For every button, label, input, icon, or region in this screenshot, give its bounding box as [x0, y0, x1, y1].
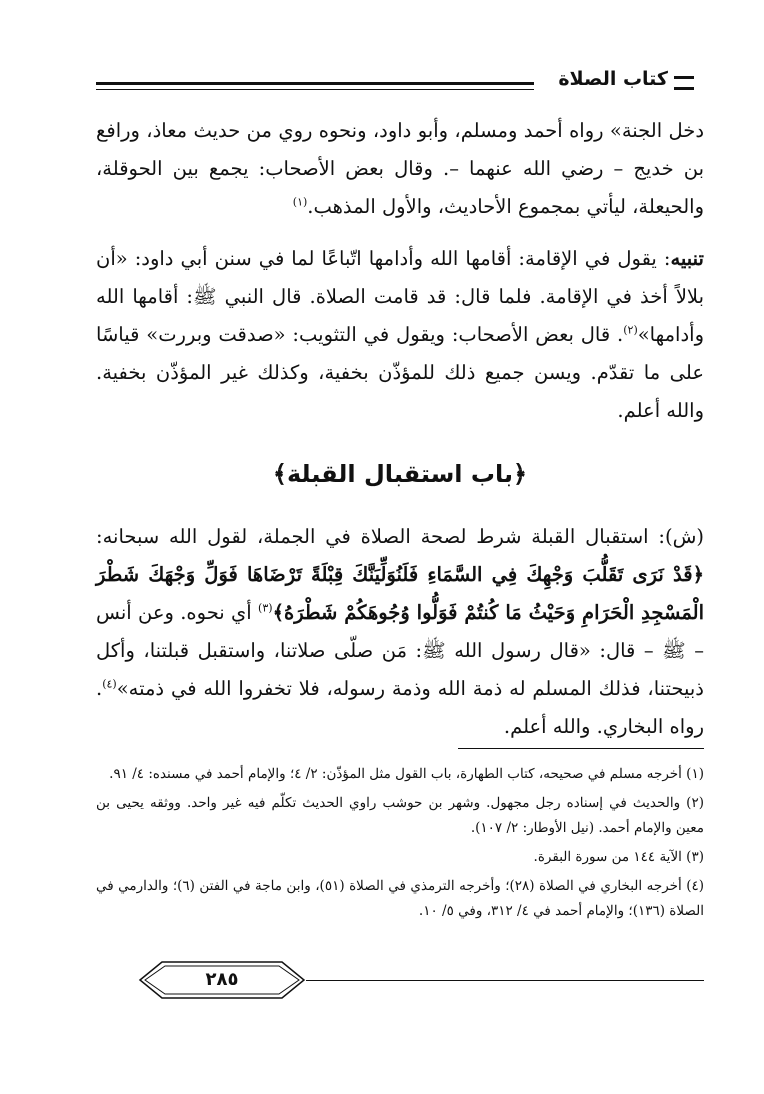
paragraph-3-text-b: أي نحوه. وعن أنس – ﷺ – قال: «قال رسول الله ﷺ: مَن صلّى صلاتنا، واستقبل قبلتنا، وأكل ذبيحتنا، فذلك المسلم له ذمة الله وذمة رسوله، فلا تخفروا الله في ذمته»: [96, 601, 704, 700]
tanbih-label: تنبيه: [670, 247, 704, 270]
paragraph-1-text: دخل الجنة» رواه أحمد ومسلم، وأبو داود، ونحوه روي من حديث معاذ، ورافع بن خديج – رضي الله عنهما –. وقال بعض الأصحاب: يجمع بين الحوقلة، والحيعلة، ليأتي بمجموع الأحاديث، والأول المذهب.: [96, 119, 704, 218]
paragraph-2-text-b: . قال بعض الأصحاب: ويقول في التثويب: «صدقت وبررت» قياسًا على ما تقدّم. ويسن جميع ذلك للمؤذّن بخفية، وكذلك غير المؤذّن بخفية. والله أعلم.: [96, 323, 704, 422]
header-title: كتاب الصلاة: [558, 68, 668, 90]
footnote-ref-2: (٢): [623, 323, 638, 337]
paragraph-3: [96, 518, 704, 746]
footer-rule: [306, 980, 704, 981]
paragraph-1: [96, 112, 704, 226]
paragraph-2: [96, 240, 704, 430]
footnote-2: (٢) والحديث في إسناده رجل مجهول. وشهر بن حوشب راوي الحديث تكلّم فيه غير واحد. ووثقه يحيى بن معين والإمام أحمد. (نيل الأوطار: ٢/ ١٠٧).: [96, 795, 704, 836]
paragraph-3-text-a: (ش): استقبال القبلة شرط لصحة الصلاة في الجملة، لقول الله سبحانه:: [96, 525, 704, 548]
page-number-badge: [138, 960, 306, 1000]
footnotes: [96, 762, 704, 928]
quran-verse: ﴿قَدْ نَرَى تَقَلُّبَ وَجْهِكَ فِي السَّمَاءِ فَلَنُوَلِّيَنَّكَ قِبْلَةً تَرْضَاهَا فَوَلِّ وَجْهَكَ شَطْرَ الْمَسْجِدِ الْحَرَامِ وَحَيْثُ مَا كُنتُمْ فَوَلُّوا وُجُوهَكُمْ شَطْرَهُ﴾: [96, 563, 704, 624]
footnote-ref-3: (٣): [258, 601, 273, 615]
header-ornament: [674, 76, 694, 90]
header-rule-thick: [96, 82, 534, 85]
paragraph-3-text-c: . رواه البخاري. والله أعلم.: [96, 677, 704, 738]
footnote-separator: [458, 748, 704, 749]
header-rule-thin: [96, 89, 534, 90]
footnote-1: (١) أخرجه مسلم في صحيحه، كتاب الطهارة، باب القول مثل المؤذّن: ٢/ ٤؛ والإمام أحمد في مسنده: ٤/ ٩١.: [109, 766, 704, 782]
main-text: [96, 112, 704, 746]
footnote-3: (٣) الآية ١٤٤ من سورة البقرة.: [533, 849, 704, 865]
paragraph-2-text-a: : يقول في الإقامة: أقامها الله وأدامها اتّباعًا لما في سنن أبي داود: «أن بلالاً أخذ في الإقامة. فلما قال: قد قامت الصلاة. قال النبي ﷺ: أقامها الله وأدامها»: [96, 247, 704, 346]
chapter-heading: ﴿باب استقبال القبلة﴾: [272, 460, 528, 488]
footnote-ref-4: (٤): [102, 677, 117, 691]
footnote-4: (٤) أخرجه البخاري في الصلاة (٢٨)؛ وأخرجه الترمذي في الصلاة (٥١)، وابن ماجة في الفتن (٦)؛ والدارمي في الصلاة (١٣٦)؛ والإمام أحمد في ٤/ ٣١٢، وفي ٥/ ١٠.: [96, 878, 705, 919]
page-number: ٢٨٥: [205, 969, 239, 990]
footnote-ref-1: (١): [292, 195, 308, 209]
